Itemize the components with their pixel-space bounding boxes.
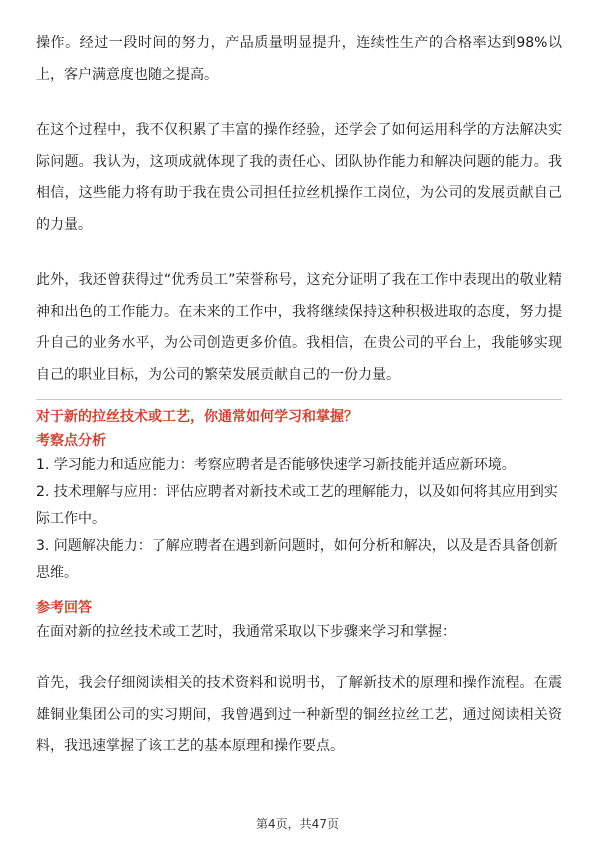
answer-heading: 参考回答 bbox=[36, 600, 92, 616]
analysis-list bbox=[36, 452, 562, 587]
document-page bbox=[36, 28, 562, 763]
body-paragraph-1: 操作。经过一段时间的努力，产品质量明显提升，连续性生产的合格率达到98%以上，客户满意度也随之提高。 bbox=[36, 35, 562, 83]
analysis-item-2: 2. 技术理解与应用：评估应聘者对新技术或工艺的理解能力，以及如何将其应用到实际工作中。 bbox=[36, 484, 558, 527]
page-number-footer: 第4页，共47页 bbox=[256, 817, 339, 831]
answer-paragraph-1: 首先，我会仔细阅读相关的技术资料和说明书，了解新技术的原理和操作流程。在震雄铜业集团公司的实习期间，我曾遇到过一种新型的铜丝拉丝工艺，通过阅读相关资料，我迅速掌握了该工艺的基本原理和操作要点。 bbox=[36, 675, 562, 754]
interview-question: 对于新的拉丝技术或工艺，你通常如何学习和掌握？ bbox=[36, 409, 358, 425]
answer-intro: 在面对新的拉丝技术或工艺时，我通常采取以下步骤来学习和掌握： bbox=[36, 624, 456, 640]
body-paragraph-3: 此外，我还曾获得过“优秀员工”荣誉称号，这充分证明了我在工作中表现出的敬业精神和出色的工作能力。在未来的工作中，我将继续保持这种积极进取的态度，努力提升自己的业务水平，为公司创造更多价值。我相信，在贵公司的平台上，我能够实现自己的职业目标，为公司的繁荣发展贡献自己的一份力量。 bbox=[36, 272, 562, 383]
section-divider bbox=[36, 399, 562, 400]
analysis-heading: 考察点分析 bbox=[36, 433, 106, 449]
analysis-item-3: 3. 问题解决能力：了解应聘者在遇到新问题时，如何分析和解决，以及是否具备创新思维。 bbox=[36, 538, 558, 581]
body-paragraph-2: 在这个过程中，我不仅积累了丰富的操作经验，还学会了如何运用科学的方法解决实际问题。我认为，这项成就体现了我的责任心、团队协作能力和解决问题的能力。我相信，这些能力将有助于我在贵公司担任拉丝机操作工岗位，为公司的发展贡献自己的力量。 bbox=[36, 122, 562, 233]
analysis-item-1: 1. 学习能力和适应能力：考察应聘者是否能够快速学习新技能并适应新环境。 bbox=[36, 457, 516, 473]
